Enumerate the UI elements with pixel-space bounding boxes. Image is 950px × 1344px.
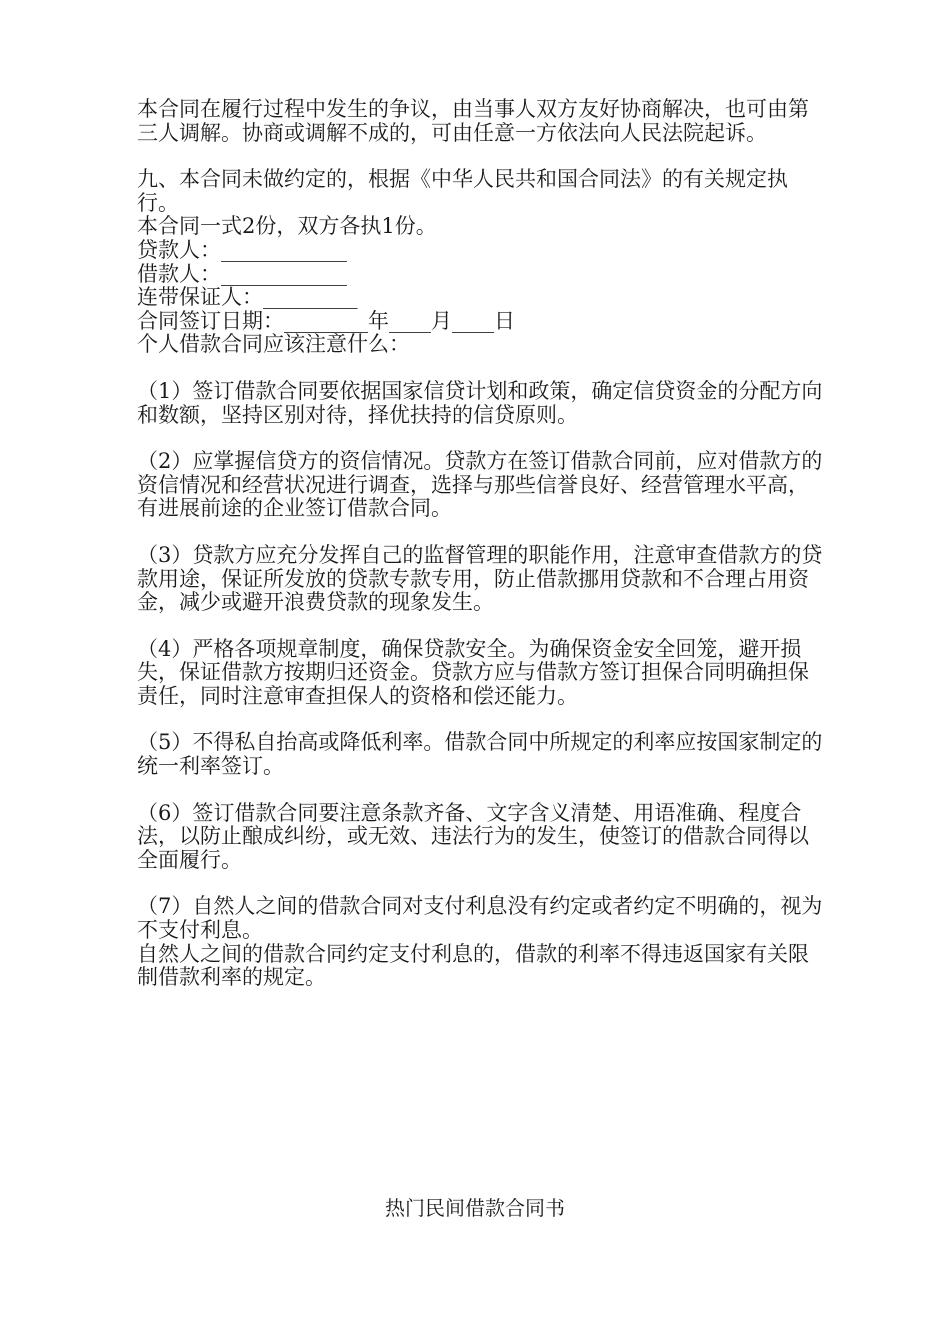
lender-signature-line: 贷款人：____________ [137,237,347,262]
guarantor-signature-line: 连带保证人：_________ [137,285,358,310]
clause-nine: 九、本合同未做约定的，根据《中华人民共和国合同法》的有关规定执行。 [137,167,788,215]
note-item-1: （1）签订借款合同要依据国家信贷计划和政策，确定信贷资金的分配方向和数额，坚持区别对待，择优扶持的信贷原则。 [137,378,823,427]
footer-title: 热门民间借款合同书 [385,1196,565,1220]
copies-clause: 本合同一式2份，双方各执1份。 [137,214,437,239]
notes-heading: 个人借款合同应该注意什么： [137,332,410,357]
note-item-2: （2）应掌握信贷方的资信情况。贷款方在签订借款合同前，应对借款方的资信情况和经营状况进行调查，选择与那些信誉良好、经营管理水平高，有进展前途的企业签订借款合同。 [137,449,823,521]
borrower-signature-line: 借款人：____________ [137,261,347,286]
interest-rule: 自然人之间的借款合同约定支付利息的，借款的利率不得违返国家有关限制借款利率的规定。 [137,941,809,990]
document-body [137,98,827,990]
note-item-5: （5）不得私自抬高或降低利率。借款合同中所规定的利率应按国家制定的统一利率签订。 [137,730,823,779]
signing-date-line: 合同签订日期：________年____月____日 [137,308,515,333]
note-item-6: （6）签订借款合同要注意条款齐备、文字含义清楚、用语准确、程度合法，以防止酿成纠纷，或无效、违法行为的发生，使签订的借款合同得以全面履行。 [137,800,809,872]
note-item-7: （7）自然人之间的借款合同对支付利息没有约定或者约定不明确的，视为不支付利息。 [137,894,823,943]
dispute-clause: 本合同在履行过程中发生的争议，由当事人双方友好协商解决，也可由第三人调解。协商或调解不成的，可由任意一方依法向人民法院起诉。 [137,97,809,145]
note-item-3: （3）贷款方应充分发挥自己的监督管理的职能作用，注意审查借款方的贷款用途，保证所发放的贷款专款专用，防止借款挪用贷款和不合理占用资金，减少或避开浪费贷款的现象发生。 [137,542,823,615]
note-item-4: （4）严格各项规章制度，确保贷款安全。为确保资金安全回笼，避开损失，保证借款方按期归还资金。贷款方应与借款方签订担保合同明确担保责任，同时注意审查担保人的资格和偿还能力。 [137,636,809,708]
